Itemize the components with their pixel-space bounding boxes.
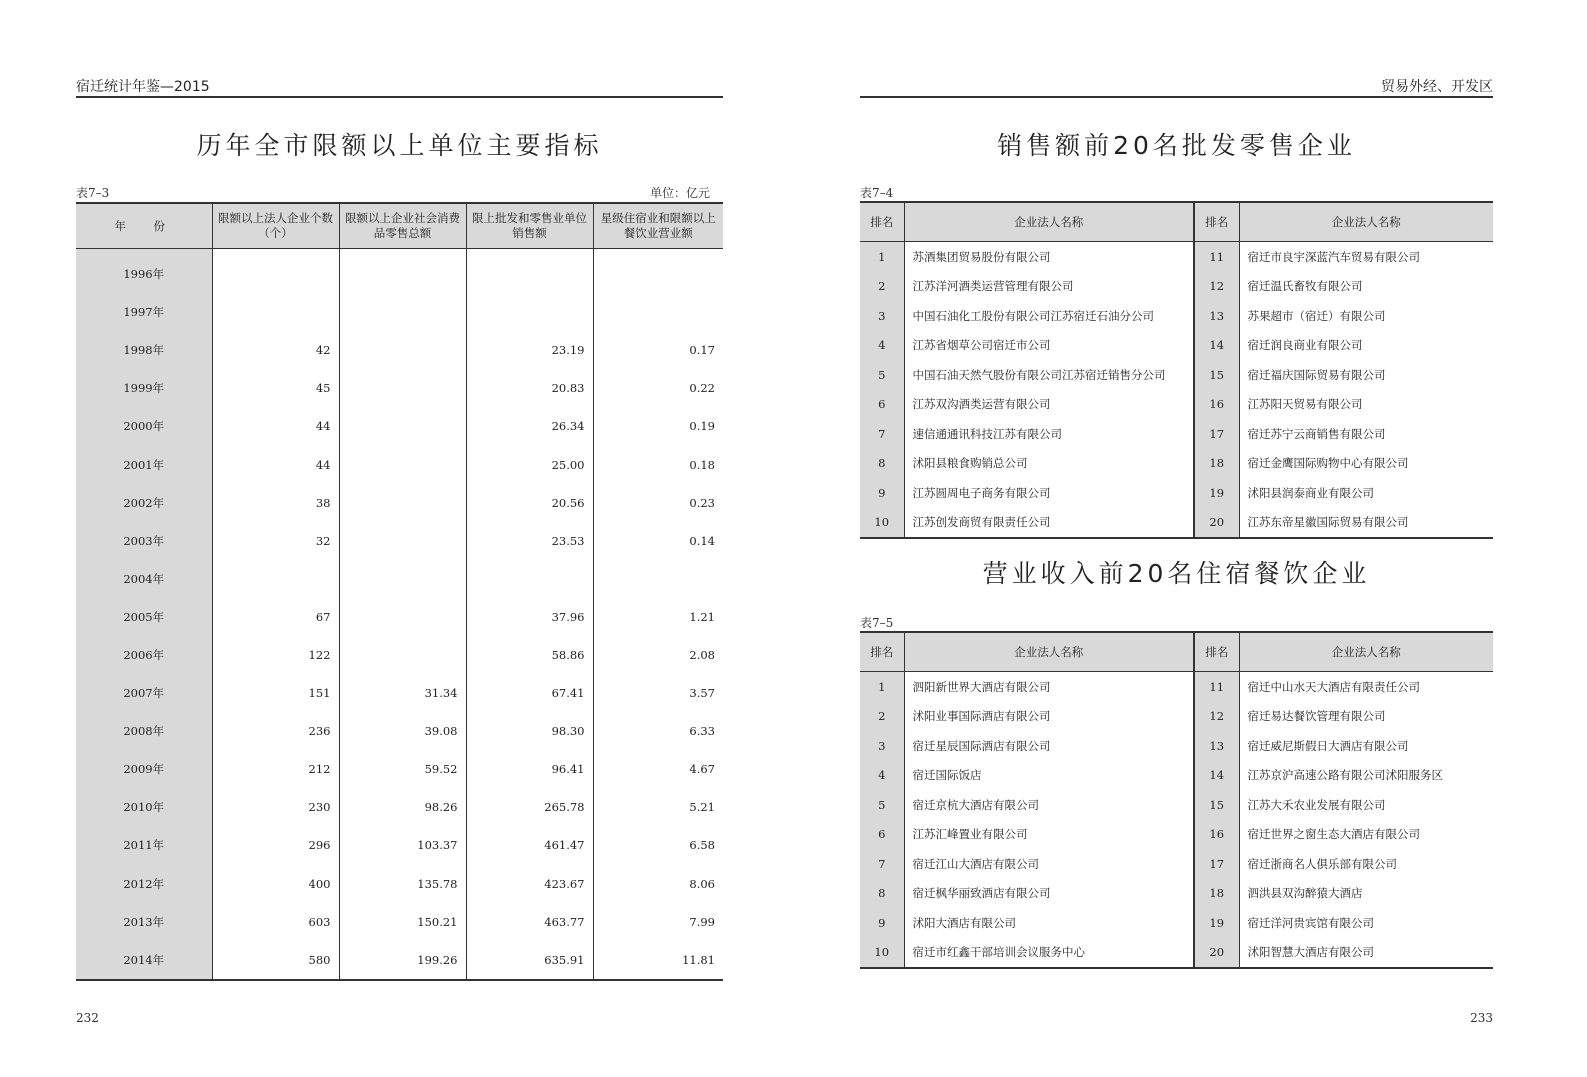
year-cell: 2004年 xyxy=(76,560,212,598)
table-row xyxy=(76,369,723,407)
table-row xyxy=(860,419,1493,449)
table-row xyxy=(76,331,723,369)
running-head-left: 宿迁统计年鉴—2015 xyxy=(76,79,210,95)
company-name-cell: 江苏京沪高速公路有限公司沭阳服务区 xyxy=(1239,761,1493,791)
value-cell xyxy=(339,560,466,598)
table-code: 表7–3 xyxy=(76,186,110,200)
value-cell xyxy=(593,249,723,294)
company-name-cell: 宿迁京杭大酒店有限公司 xyxy=(904,790,1194,820)
column-header: 排名 xyxy=(1194,632,1239,672)
value-cell: 400 xyxy=(212,865,339,903)
rank-cell: 11 xyxy=(1194,242,1239,272)
value-cell xyxy=(593,560,723,598)
company-name-cell: 江苏省烟草公司宿迁市公司 xyxy=(904,331,1194,361)
table-row xyxy=(860,731,1493,761)
table-row xyxy=(860,360,1493,390)
year-cell: 2007年 xyxy=(76,674,212,712)
value-cell: 67 xyxy=(212,598,339,636)
table-row xyxy=(76,407,723,445)
header-rule-right xyxy=(860,96,1493,98)
table-row xyxy=(76,674,723,712)
value-cell: 58.86 xyxy=(466,636,593,674)
value-cell: 7.99 xyxy=(593,903,723,941)
value-cell: 463.77 xyxy=(466,903,593,941)
year-cell: 1998年 xyxy=(76,331,212,369)
value-cell xyxy=(466,293,593,331)
value-cell: 212 xyxy=(212,750,339,788)
value-cell xyxy=(212,293,339,331)
value-cell: 44 xyxy=(212,445,339,483)
year-cell: 2002年 xyxy=(76,484,212,522)
value-cell: 423.67 xyxy=(466,865,593,903)
column-header: 限上批发和零售业单位销售额 xyxy=(466,203,593,249)
value-cell: 39.08 xyxy=(339,712,466,750)
retail-ranking-table xyxy=(860,201,1493,539)
column-header: 排名 xyxy=(860,202,904,242)
company-name-cell: 苏果超市（宿迁）有限公司 xyxy=(1239,301,1493,331)
value-cell: 0.14 xyxy=(593,522,723,560)
year-cell: 2011年 xyxy=(76,826,212,864)
table-row xyxy=(860,449,1493,479)
value-cell xyxy=(339,331,466,369)
page-title-left: 历年全市限额以上单位主要指标 xyxy=(196,131,603,160)
table-row xyxy=(860,301,1493,331)
running-head-right: 贸易外经、开发区 xyxy=(1381,79,1493,95)
column-header: 限额以上法人企业个数（个） xyxy=(212,203,339,249)
table-row xyxy=(76,750,723,788)
table-row xyxy=(860,849,1493,879)
value-cell: 580 xyxy=(212,941,339,980)
rank-cell: 15 xyxy=(1194,360,1239,390)
rank-cell: 2 xyxy=(860,272,904,302)
value-cell: 11.81 xyxy=(593,941,723,980)
year-cell: 2008年 xyxy=(76,712,212,750)
value-cell: 265.78 xyxy=(466,788,593,826)
column-header: 企业法人名称 xyxy=(904,632,1194,672)
rank-cell: 20 xyxy=(1194,938,1239,969)
value-cell: 23.19 xyxy=(466,331,593,369)
rank-cell: 3 xyxy=(860,301,904,331)
value-cell xyxy=(466,249,593,294)
table-row xyxy=(76,636,723,674)
year-cell: 2005年 xyxy=(76,598,212,636)
company-name-cell: 江苏大禾农业发展有限公司 xyxy=(1239,790,1493,820)
rank-cell: 4 xyxy=(860,761,904,791)
company-name-cell: 泗阳新世界大酒店有限公司 xyxy=(904,672,1194,702)
company-name-cell: 宿迁国际饭店 xyxy=(904,761,1194,791)
value-cell: 44 xyxy=(212,407,339,445)
value-cell: 3.57 xyxy=(593,674,723,712)
table-row xyxy=(76,560,723,598)
column-header: 企业法人名称 xyxy=(1239,202,1493,242)
value-cell: 25.00 xyxy=(466,445,593,483)
value-cell: 98.26 xyxy=(339,788,466,826)
value-cell: 150.21 xyxy=(339,903,466,941)
header-rule-left xyxy=(76,96,723,98)
value-cell xyxy=(339,522,466,560)
rank-cell: 1 xyxy=(860,242,904,272)
rank-cell: 14 xyxy=(1194,331,1239,361)
company-name-cell: 江苏圆周电子商务有限公司 xyxy=(904,478,1194,508)
company-name-cell: 速信通通讯科技江苏有限公司 xyxy=(904,419,1194,449)
value-cell xyxy=(466,560,593,598)
value-cell: 0.19 xyxy=(593,407,723,445)
value-cell xyxy=(339,636,466,674)
table-row xyxy=(76,941,723,980)
table-row xyxy=(76,293,723,331)
rank-cell: 5 xyxy=(860,360,904,390)
value-cell: 31.34 xyxy=(339,674,466,712)
company-name-cell: 宿迁福庆国际贸易有限公司 xyxy=(1239,360,1493,390)
right-page xyxy=(790,0,1587,1077)
value-cell: 98.30 xyxy=(466,712,593,750)
year-cell: 2000年 xyxy=(76,407,212,445)
rank-cell: 5 xyxy=(860,790,904,820)
table-row xyxy=(860,672,1493,702)
year-cell: 2013年 xyxy=(76,903,212,941)
table-header-row xyxy=(860,202,1493,242)
value-cell: 59.52 xyxy=(339,750,466,788)
rank-cell: 11 xyxy=(1194,672,1239,702)
value-cell: 230 xyxy=(212,788,339,826)
value-cell: 199.26 xyxy=(339,941,466,980)
value-cell xyxy=(339,293,466,331)
table-row xyxy=(860,790,1493,820)
company-name-cell: 宿迁江山大酒店有限公司 xyxy=(904,849,1194,879)
value-cell: 1.21 xyxy=(593,598,723,636)
rank-cell: 16 xyxy=(1194,390,1239,420)
rank-cell: 13 xyxy=(1194,301,1239,331)
value-cell: 6.58 xyxy=(593,826,723,864)
column-header: 企业法人名称 xyxy=(1239,632,1493,672)
value-cell: 6.33 xyxy=(593,712,723,750)
rank-cell: 16 xyxy=(1194,820,1239,850)
company-name-cell: 宿迁枫华丽致酒店有限公司 xyxy=(904,879,1194,909)
value-cell: 635.91 xyxy=(466,941,593,980)
value-cell: 0.23 xyxy=(593,484,723,522)
company-name-cell: 宿迁市良宇深蓝汽车贸易有限公司 xyxy=(1239,242,1493,272)
rank-cell: 14 xyxy=(1194,761,1239,791)
rank-cell: 4 xyxy=(860,331,904,361)
company-name-cell: 苏酒集团贸易股份有限公司 xyxy=(904,242,1194,272)
table-row xyxy=(860,761,1493,791)
value-cell: 296 xyxy=(212,826,339,864)
value-cell: 26.34 xyxy=(466,407,593,445)
value-cell: 0.17 xyxy=(593,331,723,369)
table-code: 表7–4 xyxy=(860,186,894,200)
year-cell: 2009年 xyxy=(76,750,212,788)
table-row xyxy=(860,272,1493,302)
table-row xyxy=(76,826,723,864)
rank-cell: 1 xyxy=(860,672,904,702)
column-header: 限额以上企业社会消费品零售总额 xyxy=(339,203,466,249)
rank-cell: 10 xyxy=(860,938,904,969)
value-cell: 151 xyxy=(212,674,339,712)
rank-cell: 9 xyxy=(860,908,904,938)
value-cell: 103.37 xyxy=(339,826,466,864)
column-header: 排名 xyxy=(860,632,904,672)
company-name-cell: 沭阳大酒店有限公司 xyxy=(904,908,1194,938)
hotel-ranking-table xyxy=(860,631,1493,969)
value-cell: 37.96 xyxy=(466,598,593,636)
company-name-cell: 中国石油天然气股份有限公司江苏宿迁销售分公司 xyxy=(904,360,1194,390)
company-name-cell: 泗洪县双沟醉猿大酒店 xyxy=(1239,879,1493,909)
company-name-cell: 宿迁苏宁云商销售有限公司 xyxy=(1239,419,1493,449)
company-name-cell: 宿迁温氏畜牧有限公司 xyxy=(1239,272,1493,302)
value-cell xyxy=(339,445,466,483)
rank-cell: 9 xyxy=(860,478,904,508)
value-cell: 96.41 xyxy=(466,750,593,788)
year-cell: 2012年 xyxy=(76,865,212,903)
value-cell: 236 xyxy=(212,712,339,750)
company-name-cell: 宿迁润良商业有限公司 xyxy=(1239,331,1493,361)
rank-cell: 3 xyxy=(860,731,904,761)
company-name-cell: 宿迁浙商名人俱乐部有限公司 xyxy=(1239,849,1493,879)
year-cell: 2014年 xyxy=(76,941,212,980)
table-row xyxy=(860,702,1493,732)
year-cell: 2006年 xyxy=(76,636,212,674)
rank-cell: 7 xyxy=(860,419,904,449)
rank-cell: 17 xyxy=(1194,419,1239,449)
value-cell: 122 xyxy=(212,636,339,674)
value-cell xyxy=(339,598,466,636)
company-name-cell: 宿迁世界之窗生态大酒店有限公司 xyxy=(1239,820,1493,850)
value-cell: 23.53 xyxy=(466,522,593,560)
rank-cell: 8 xyxy=(860,449,904,479)
year-cell: 2001年 xyxy=(76,445,212,483)
hotel-table-title: 营业收入前20名住宿餐饮企业 xyxy=(982,559,1371,588)
value-cell: 461.47 xyxy=(466,826,593,864)
value-cell xyxy=(593,293,723,331)
value-cell: 45 xyxy=(212,369,339,407)
rank-cell: 8 xyxy=(860,879,904,909)
value-cell: 38 xyxy=(212,484,339,522)
value-cell: 20.56 xyxy=(466,484,593,522)
company-name-cell: 江苏洋河酒类运营管理有限公司 xyxy=(904,272,1194,302)
table-code: 表7–5 xyxy=(860,616,894,630)
value-cell: 5.21 xyxy=(593,788,723,826)
table-row xyxy=(860,331,1493,361)
page-number-left: 232 xyxy=(76,1011,99,1025)
table-row xyxy=(76,249,723,294)
table-row xyxy=(860,820,1493,850)
value-cell xyxy=(339,484,466,522)
table-row xyxy=(76,788,723,826)
rank-cell: 18 xyxy=(1194,449,1239,479)
value-cell: 4.67 xyxy=(593,750,723,788)
table-header-row xyxy=(76,203,723,249)
value-cell: 135.78 xyxy=(339,865,466,903)
rank-cell: 17 xyxy=(1194,849,1239,879)
table-row xyxy=(76,522,723,560)
value-cell: 20.83 xyxy=(466,369,593,407)
value-cell: 0.18 xyxy=(593,445,723,483)
table-row xyxy=(76,598,723,636)
rank-cell: 12 xyxy=(1194,272,1239,302)
value-cell xyxy=(339,369,466,407)
value-cell: 32 xyxy=(212,522,339,560)
rank-cell: 18 xyxy=(1194,879,1239,909)
value-cell: 2.08 xyxy=(593,636,723,674)
table-row xyxy=(76,712,723,750)
left-page xyxy=(0,0,790,1077)
company-name-cell: 宿迁威尼斯假日大酒店有限公司 xyxy=(1239,731,1493,761)
value-cell: 42 xyxy=(212,331,339,369)
value-cell: 603 xyxy=(212,903,339,941)
company-name-cell: 宿迁市红鑫干部培训会议服务中心 xyxy=(904,938,1194,969)
table-row xyxy=(860,938,1493,969)
company-name-cell: 宿迁星辰国际酒店有限公司 xyxy=(904,731,1194,761)
column-header: 星级住宿业和限额以上餐饮业营业额 xyxy=(593,203,723,249)
year-cell: 2010年 xyxy=(76,788,212,826)
table-row xyxy=(860,508,1493,539)
company-name-cell: 沭阳业事国际酒店有限公司 xyxy=(904,702,1194,732)
rank-cell: 19 xyxy=(1194,478,1239,508)
table-row xyxy=(76,865,723,903)
company-name-cell: 宿迁洋河贵宾馆有限公司 xyxy=(1239,908,1493,938)
company-name-cell: 沭阳县润泰商业有限公司 xyxy=(1239,478,1493,508)
table-header-row xyxy=(860,632,1493,672)
indicators-table xyxy=(76,202,723,981)
rank-cell: 15 xyxy=(1194,790,1239,820)
value-cell xyxy=(212,560,339,598)
table-row xyxy=(860,390,1493,420)
year-cell: 1996年 xyxy=(76,249,212,294)
year-cell: 1997年 xyxy=(76,293,212,331)
retail-table-title: 销售额前20名批发零售企业 xyxy=(997,131,1356,160)
rank-cell: 10 xyxy=(860,508,904,539)
rank-cell: 6 xyxy=(860,390,904,420)
rank-cell: 19 xyxy=(1194,908,1239,938)
rank-cell: 7 xyxy=(860,849,904,879)
rank-cell: 13 xyxy=(1194,731,1239,761)
company-name-cell: 沭阳县粮食购销总公司 xyxy=(904,449,1194,479)
table-row xyxy=(76,484,723,522)
company-name-cell: 宿迁易达餐饮管理有限公司 xyxy=(1239,702,1493,732)
company-name-cell: 江苏阳天贸易有限公司 xyxy=(1239,390,1493,420)
value-cell xyxy=(212,249,339,294)
company-name-cell: 江苏双沟酒类运营有限公司 xyxy=(904,390,1194,420)
table-row xyxy=(860,908,1493,938)
company-name-cell: 宿迁中山水天大酒店有限责任公司 xyxy=(1239,672,1493,702)
company-name-cell: 江苏汇峰置业有限公司 xyxy=(904,820,1194,850)
value-cell xyxy=(339,249,466,294)
table-row xyxy=(860,879,1493,909)
company-name-cell: 宿迁金鹰国际购物中心有限公司 xyxy=(1239,449,1493,479)
company-name-cell: 中国石油化工股份有限公司江苏宿迁石油分公司 xyxy=(904,301,1194,331)
column-header: 排名 xyxy=(1194,202,1239,242)
rank-cell: 2 xyxy=(860,702,904,732)
company-name-cell: 沭阳智慧大酒店有限公司 xyxy=(1239,938,1493,969)
table-row xyxy=(76,445,723,483)
table-row xyxy=(76,903,723,941)
column-header: 年 份 xyxy=(76,203,212,249)
table-row xyxy=(860,242,1493,272)
page-number-right: 233 xyxy=(1470,1011,1493,1025)
unit-label: 单位：亿元 xyxy=(650,186,711,200)
rank-cell: 6 xyxy=(860,820,904,850)
company-name-cell: 江苏创发商贸有限责任公司 xyxy=(904,508,1194,539)
value-cell: 67.41 xyxy=(466,674,593,712)
table-row xyxy=(860,478,1493,508)
rank-cell: 12 xyxy=(1194,702,1239,732)
year-cell: 1999年 xyxy=(76,369,212,407)
value-cell xyxy=(339,407,466,445)
rank-cell: 20 xyxy=(1194,508,1239,539)
value-cell: 0.22 xyxy=(593,369,723,407)
company-name-cell: 江苏东帝星徽国际贸易有限公司 xyxy=(1239,508,1493,539)
value-cell: 8.06 xyxy=(593,865,723,903)
year-cell: 2003年 xyxy=(76,522,212,560)
column-header: 企业法人名称 xyxy=(904,202,1194,242)
